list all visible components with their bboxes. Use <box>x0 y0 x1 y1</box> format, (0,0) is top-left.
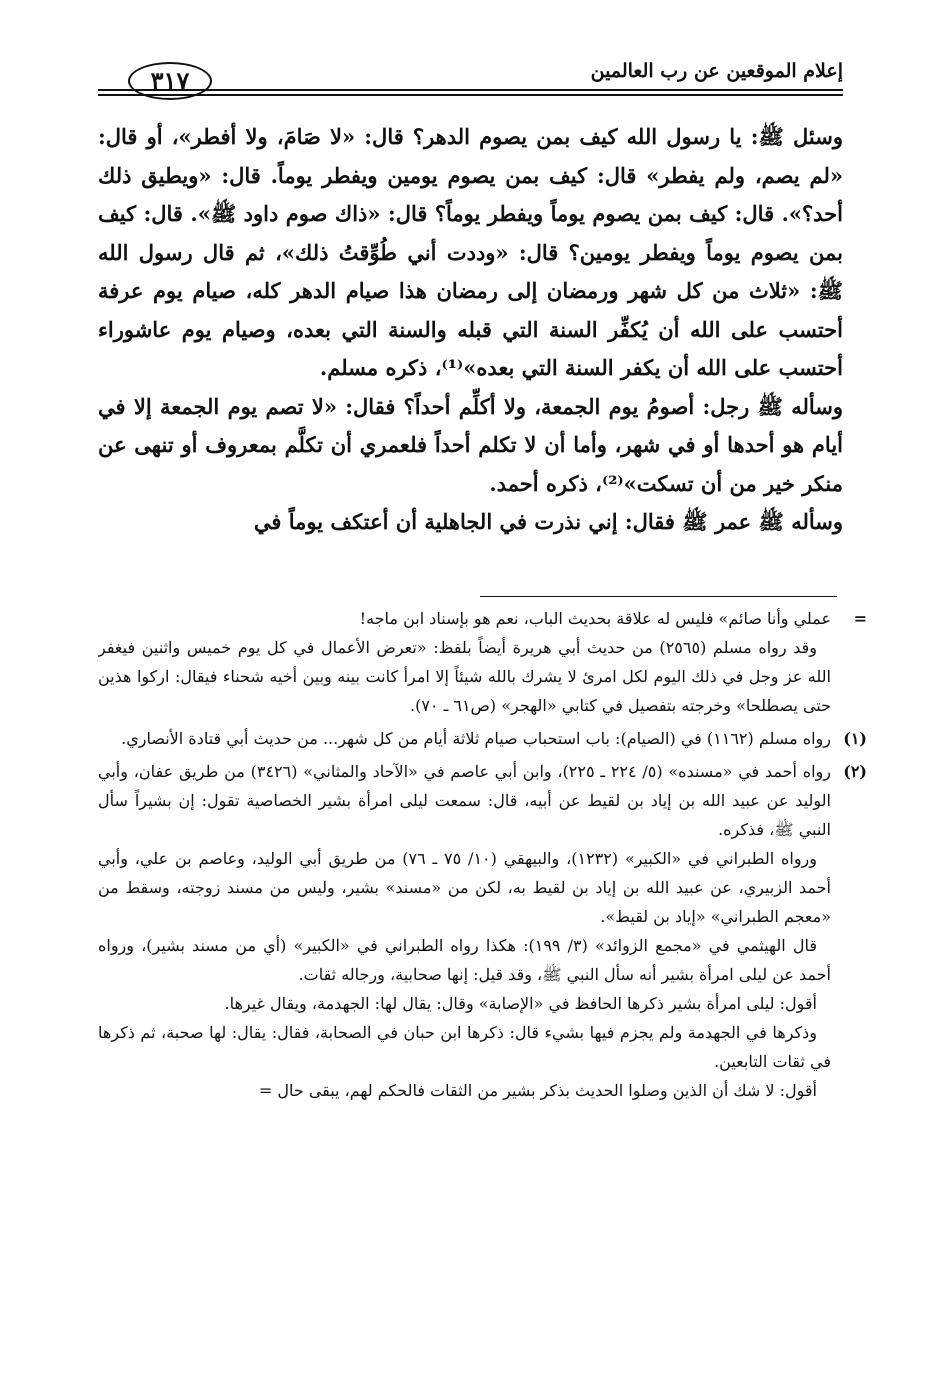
footnote-2-text: ورواه الطبراني في «الكبير» (١٢٣٢)، والبيهقي (١٠/ ٧٥ ـ ٧٦) من طريق أبي الوليد، وعاصم بن علي، وأبي أحمد الزبيري، عن عبيد الله بن إياد بن لقيط به، لكن من «مسند» بشير، وليس من مسند زوجته، وسقط من «معجم الطبراني» «إياد بن لقيط». <box>98 849 831 926</box>
footnote-continuation <box>98 604 867 720</box>
main-paragraph-2: وسأله ﷺ رجل: أصومُ يوم الجمعة، ولا أكلِّم أحداً؟ فقال: «لا تصم يوم الجمعة إلا في أيام هو أحدها أو في شهر، وأما أن لا تكلم أحداً فلعمري أن تكلَّم بمعروف أو تنهى عن منكر خير من أن تسكت»⁽²⁾، ذكره أحمد. <box>98 393 843 496</box>
footnote-2-text: وذكرها في الجهدمة ولم يجزم فيها بشيء قال: ذكرها ابن حبان في الصحابة، فقال: يقال: لها صحبة، ثم ذكرها في ثقات التابعين. <box>98 1023 831 1071</box>
footnote-1 <box>98 724 867 753</box>
footnote-2 <box>98 757 867 1105</box>
header-rule-double <box>98 94 843 96</box>
footnote-2-text: رواه أحمد في «مسنده» (٥/ ٢٢٤ ـ ٢٢٥)، وابن أبي عاصم في «الآحاد والمثاني» (٣٤٢٦) من طريق عفان، وأبي الوليد عن عبيد الله بن إياد بن لقيط عن أبيه، قال: سمعت ليلى امرأة بشير الخصاصية تقول: إن بشيراً سأل النبي ﷺ، فذكره. <box>98 762 831 839</box>
main-paragraph-1: وسئل ﷺ: يا رسول الله كيف بمن يصوم الدهر؟ قال: «لا صَامَ، ولا أفطر»، أو قال: «لم يصم، ولم يفطر» قال: كيف بمن يصوم يومين ويفطر يوماً. قال: «ويطيق ذلك أحد؟». قال: كيف بمن يصوم يوماً ويفطر يوماً؟ قال: «ذاك صوم داود ﷺ». قال: كيف بمن يصوم يوماً ويفطر يومين؟ قال: «وددت أني طُوِّقتُ ذلك»، ثم قال رسول الله ﷺ: «ثلاث من كل شهر ورمضان إلى رمضان هذا صيام الدهر كله، صيام يوم عرفة أحتسب على الله أن يُكفِّر السنة التي قبله والسنة التي بعده، وصيام يوم عاشوراء أحتسب على الله أن يكفر السنة التي بعده»⁽¹⁾، ذكره مسلم. <box>98 124 843 380</box>
main-paragraph-3: وسأله ﷺ عمر ﷺ فقال: إني نذرت في الجاهلية أن أعتكف يوماً في <box>253 509 843 534</box>
footnote-text: عملي وأنا صائم» فليس له علاقة بحديث الباب، نعم هو بإسناد ابن ماجه! <box>359 609 831 628</box>
footnote-text: وقد رواه مسلم (٢٥٦٥) من حديث أبي هريرة أيضاً بلفظ: «تعرض الأعمال في كل يوم خميس واثنين فيغفر الله عز وجل في ذلك اليوم لكل امرئ لا يشرك بالله شيئاً إلا امرأ كانت بينه وبين أخيه شحناء فيقال: اركوا هذين حتى يصطلحا» وخرجته بتفصيل في كتابي «الهجر» (ص٦١ ـ ٧٠). <box>98 638 832 715</box>
footnote-separator <box>480 596 837 597</box>
header-rule <box>98 89 843 91</box>
footnotes <box>98 604 867 1324</box>
footnote-2-text: قال الهيثمي في «مجمع الزوائد» (٣/ ١٩٩): هكذا رواه الطبراني في «الكبير» (أي من مسند بشير)، ورواه أحمد عن ليلى امرأة بشير أنه سأل النبي ﷺ، وقد قيل: إنها صحابية، ورجاله ثقات. <box>98 936 831 984</box>
main-text <box>98 118 843 580</box>
footnote-2-text: أقول: لا شك أن الذين وصلوا الحديث بذكر بشير من الثقات فالحكم لهم، يبقى حال = <box>258 1081 817 1100</box>
footnote-1-marker: (١) <box>843 729 867 748</box>
footnote-2-marker: (٢) <box>843 762 867 781</box>
page-number: ٣١٧ <box>128 62 212 100</box>
footnote-2-text: أقول: ليلى امرأة بشير ذكرها الحافظ في «الإصابة» وقال: يقال لها: الجهدمة، ويقال غيرها. <box>224 994 817 1013</box>
footnote-1-text: رواه مسلم (١١٦٢) في (الصيام): باب استحباب صيام ثلاثة أيام من كل شهر... من حديث أبي قتادة الأنصاري. <box>121 729 831 748</box>
continuation-marker: = <box>853 609 867 628</box>
running-title: إعلام الموقعين عن رب العالمين <box>590 60 843 82</box>
